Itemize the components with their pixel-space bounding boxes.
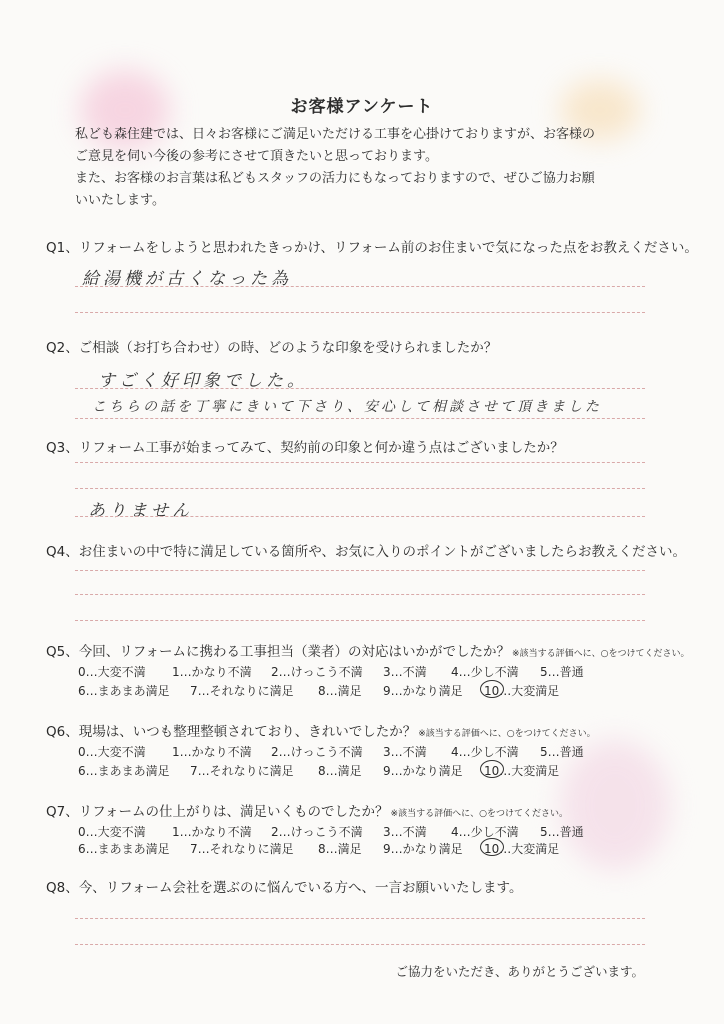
question-3: Q3、リフォーム工事が始まってみて、契約前の印象と何か違う点はございましたか？ — [46, 440, 564, 456]
rating-note: ※該当する評価へに、○をつけてください。 — [512, 649, 690, 659]
answer-line — [75, 944, 645, 945]
answer-line — [75, 918, 645, 919]
rating-scale-q6: 0…大変不満 1…かなり不満 2…けっこう不満 3…不満 4…少し不満 5…普通 6…まあまあ満足 7…それなりに満足 8…満足 9…かなり満足 10…大変満足 — [78, 745, 584, 778]
question-2: Q2、ご相談（お打ち合わせ）の時、どのような印象を受けられましたか？ — [46, 340, 498, 356]
intro-text: 私ども森住建では、日々お客様にご満足いただける工事を心掛けておりますが、お客様の ご意見を伺い今後の参考にさせて頂きたいと思っております。 また、お客様のお言葉は私どもスタッフの活力にもなっておりますので、ぜひご協力お願 いいたします。 — [75, 127, 596, 208]
answer-2-line-1: すごく好印象でした。 — [98, 371, 308, 391]
answer-2-line-2: こちらの話を丁寧にきいて下さり、安心して相談させて頂きました — [92, 399, 602, 415]
question-5: Q5、今回、リフォームに携わる工事担当（業者）の対応はいかがでしたか？ ※該当する評価へに、○をつけてください。 — [46, 644, 690, 660]
question-7: Q7、リフォームの仕上がりは、満足いくものでしたか？ ※該当する評価へに、○をつけてください。 — [46, 804, 568, 820]
thank-you-footer: ご協力をいただき、ありがとうございます。 — [395, 964, 644, 979]
rating-scale-q5: 0…大変不満 1…かなり不満 2…けっこう不満 3…不満 4…少し不満 5…普通 6…まあまあ満足 7…それなりに満足 8…満足 9…かなり満足 10…大変満足 — [78, 665, 584, 698]
page-title: お客様アンケート — [290, 97, 434, 117]
answer-1: 給湯機が古くなった為 — [82, 269, 292, 289]
rating-scale-q7: 0…大変不満 1…かなり不満 2…けっこう不満 3…不満 4…少し不満 5…普通 6…まあまあ満足 7…それなりに満足 8…満足 9…かなり満足 10…大変満足 — [78, 825, 584, 856]
question-8: Q8、今、リフォーム会社を選ぶのに悩んでいる方へ、一言お願いいたします。 — [46, 880, 523, 896]
question-1: Q1、リフォームをしようと思われたきっかけ、リフォーム前のお住まいで気になった点をお教えください。 — [46, 240, 698, 256]
question-4: Q4、お住まいの中で特に満足している箇所や、お気に入りのポイントがございましたらお教えください。 — [46, 544, 686, 560]
answer-3: ありません — [88, 501, 193, 521]
question-6: Q6、現場は、いつも整理整頓されており、きれいでしたか？ ※該当する評価へに、○をつけてください。 — [46, 724, 596, 740]
selected-rating-circle — [480, 838, 504, 856]
rating-note: ※該当する評価へに、○をつけてください。 — [418, 729, 596, 739]
rating-note: ※該当する評価へに、○をつけてください。 — [390, 809, 568, 819]
